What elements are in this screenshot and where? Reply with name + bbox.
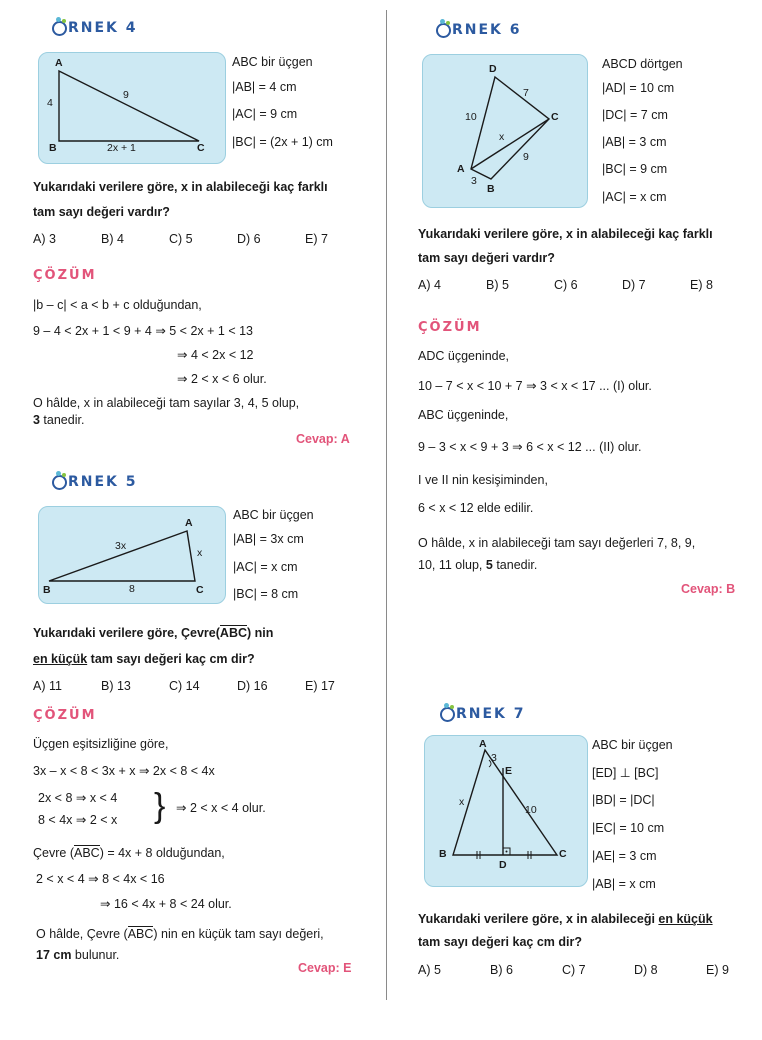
side-ac-label: x bbox=[499, 131, 505, 143]
ornek5-system-line2: 8 < 4x ⇒ 2 < x bbox=[38, 813, 118, 827]
vertex-a: A bbox=[457, 163, 465, 175]
option-a: A) 5 bbox=[418, 963, 441, 977]
side-bc-label: 2x + 1 bbox=[107, 142, 136, 154]
ornek6-solution-line6: 6 < x < 12 elde edilir. bbox=[418, 501, 534, 515]
option-e: E) 7 bbox=[305, 232, 328, 246]
segment-ae-label: 3 bbox=[491, 752, 497, 764]
ornek6-figure bbox=[422, 54, 588, 208]
ornek4-conclusion-line1: O hâlde, x in alabileceği tam sayılar 3, 4, 5 olup, bbox=[33, 396, 300, 410]
ornek7-given-5: |AE| = 3 cm bbox=[592, 849, 657, 863]
column-divider bbox=[386, 10, 387, 1000]
option-e: E) 9 bbox=[706, 963, 729, 977]
ornek4-figure bbox=[38, 52, 226, 164]
ornek7-options bbox=[418, 963, 729, 977]
ornek6-question-line1: Yukarıdaki verilere göre, x in alabileceği kaç farklı bbox=[418, 227, 713, 241]
ornek6-given-2: |AD| = 10 cm bbox=[602, 81, 675, 95]
ornek5-given-4: |BC| = 8 cm bbox=[233, 587, 299, 601]
ornek6-answer: Cevap: B bbox=[681, 582, 736, 596]
system-brace: } bbox=[154, 787, 166, 825]
side-ac-label: x bbox=[197, 547, 203, 559]
ornek7-given-1: ABC bir üçgen bbox=[592, 738, 673, 752]
side-ab-label: 3x bbox=[115, 540, 127, 552]
side-ab-label: x bbox=[459, 796, 465, 808]
option-e: E) 8 bbox=[690, 278, 713, 292]
side-ac-label: 9 bbox=[123, 89, 129, 101]
ornek6-question-line2: tam sayı değeri vardır? bbox=[418, 251, 555, 265]
ornek6-solution-line3: ABC üçgeninde, bbox=[418, 408, 509, 422]
ornek5-system-line1: 2x < 8 ⇒ x < 4 bbox=[38, 791, 118, 805]
ornek4-solution-line4: ⇒ 2 < x < 6 olur. bbox=[177, 372, 267, 386]
ornek4-heading: RNEK 4 bbox=[52, 20, 138, 36]
ornek6-solution-line4: 9 – 3 < x < 9 + 3 ⇒ 6 < x < 12 ... (II) olur. bbox=[418, 440, 642, 454]
ornek5-given-1: ABC bir üçgen bbox=[233, 508, 314, 522]
ornek4-given-4: |BC| = (2x + 1) cm bbox=[232, 135, 333, 149]
option-d: D) 16 bbox=[237, 679, 268, 693]
ornek7-given-6: |AB| = x cm bbox=[592, 877, 656, 891]
ornek5-conclusion-line2: 17 cm bulunur. bbox=[36, 948, 120, 962]
ornek4-answer: Cevap: A bbox=[296, 432, 350, 446]
ornek6-options bbox=[418, 278, 713, 292]
ornek5-figure bbox=[38, 506, 226, 604]
ornek5-conclusion-line1: O hâlde, Çevre (ABC) nin en küçük tam sayı değeri, bbox=[36, 927, 324, 941]
ornek6-solution-line5: I ve II nin kesişiminden, bbox=[418, 473, 548, 487]
ornek4-solution-line1: |b – c| < a < b + c olduğundan, bbox=[33, 298, 202, 312]
ornek7-heading: RNEK 7 bbox=[440, 706, 526, 722]
option-d: D) 8 bbox=[634, 963, 658, 977]
option-b: B) 13 bbox=[101, 679, 131, 693]
ornek6-solution-heading: ÇÖZÜM bbox=[418, 320, 482, 335]
ornek4-conclusion-line2: 3 tanedir. bbox=[33, 413, 85, 427]
ornek5-solution-line2: 3x – x < 8 < 3x + x ⇒ 2x < 8 < 4x bbox=[33, 764, 215, 778]
vertex-c: C bbox=[197, 142, 205, 154]
ornek7-given-4: |EC| = 10 cm bbox=[592, 821, 665, 835]
ornek6-given-1: ABCD dörtgen bbox=[602, 57, 683, 71]
ornek6-conclusion-line2: 10, 11 olup, 5 tanedir. bbox=[418, 558, 538, 572]
ornek4-solution-line3: ⇒ 4 < 2x < 12 bbox=[177, 348, 254, 362]
vertex-c: C bbox=[196, 584, 204, 596]
ornek4-given-3: |AC| = 9 cm bbox=[232, 107, 298, 121]
side-bc-label: 9 bbox=[523, 151, 529, 163]
option-c: C) 14 bbox=[169, 679, 200, 693]
segment-ec-label: 10 bbox=[525, 804, 537, 816]
ornek7-question-line1: Yukarıdaki verilere göre, x in alabileceği en küçük bbox=[418, 912, 713, 926]
ornek5-given-2: |AB| = 3x cm bbox=[233, 532, 304, 546]
ornek4-question-line1: Yukarıdaki verilere göre, x in alabileceği kaç farklı bbox=[33, 180, 328, 194]
ornek5-solution-line1: Üçgen eşitsizliğine göre, bbox=[33, 737, 169, 751]
vertex-a: A bbox=[185, 517, 193, 529]
option-a: A) 4 bbox=[418, 278, 441, 292]
ornek7-figure bbox=[424, 735, 588, 887]
ornek5-given-3: |AC| = x cm bbox=[233, 560, 298, 574]
ornek5-system-result: ⇒ 2 < x < 4 olur. bbox=[176, 801, 266, 815]
ornek4-solution-heading: ÇÖZÜM bbox=[33, 268, 97, 283]
ornek5-answer: Cevap: E bbox=[298, 961, 352, 975]
ornek7-given-2: [ED] ⊥ [BC] bbox=[592, 766, 659, 780]
vertex-b: B bbox=[43, 584, 51, 596]
ornek-logo-icon bbox=[52, 21, 67, 36]
vertex-c: C bbox=[551, 111, 559, 123]
option-c: C) 5 bbox=[169, 232, 193, 246]
ornek4-options bbox=[33, 232, 328, 246]
option-e: E) 17 bbox=[305, 679, 335, 693]
ornek5-options bbox=[33, 679, 335, 693]
side-ab-label: 4 bbox=[47, 97, 53, 109]
option-b: B) 5 bbox=[486, 278, 509, 292]
side-ab-label: 3 bbox=[471, 175, 477, 187]
vertex-b: B bbox=[487, 183, 495, 195]
vertex-b: B bbox=[439, 848, 447, 860]
ornek6-given-3: |DC| = 7 cm bbox=[602, 108, 668, 122]
vertex-c: C bbox=[559, 848, 567, 860]
option-a: A) 3 bbox=[33, 232, 56, 246]
ornek6-solution-line2: 10 – 7 < x < 10 + 7 ⇒ 3 < x < 17 ... (I) olur. bbox=[418, 379, 652, 393]
vertex-b: B bbox=[49, 142, 57, 154]
ornek4-given-1: ABC bir üçgen bbox=[232, 55, 313, 69]
ornek4-question-line2: tam sayı değeri vardır? bbox=[33, 205, 170, 219]
ornek5-solution-line5: ⇒ 16 < 4x + 8 < 24 olur. bbox=[100, 897, 232, 911]
ornek7-question-line2: tam sayı değeri kaç cm dir? bbox=[418, 935, 582, 949]
ornek6-given-5: |BC| = 9 cm bbox=[602, 162, 668, 176]
ornek6-given-4: |AB| = 3 cm bbox=[602, 135, 667, 149]
option-a: A) 11 bbox=[33, 679, 62, 693]
side-dc-label: 7 bbox=[523, 87, 529, 99]
ornek6-conclusion-line1: O hâlde, x in alabileceği tam sayı değerleri 7, 8, 9, bbox=[418, 536, 696, 550]
ornek6-quadrilateral bbox=[423, 55, 587, 207]
ornek5-solution-heading: ÇÖZÜM bbox=[33, 708, 97, 723]
ornek6-given-6: |AC| = x cm bbox=[602, 190, 667, 204]
ornek5-perimeter-line: Çevre (ABC) = 4x + 8 olduğundan, bbox=[33, 846, 225, 860]
ornek4-solution-line2: 9 – 4 < 2x + 1 < 9 + 4 ⇒ 5 < 2x + 1 < 13 bbox=[33, 324, 254, 338]
side-bc-label: 8 bbox=[129, 583, 135, 595]
option-d: D) 7 bbox=[622, 278, 646, 292]
option-c: C) 6 bbox=[554, 278, 578, 292]
side-ad-label: 10 bbox=[465, 111, 477, 123]
ornek-logo-icon bbox=[440, 707, 455, 722]
ornek-logo-icon bbox=[52, 475, 67, 490]
vertex-d: D bbox=[499, 859, 507, 871]
vertex-d: D bbox=[489, 63, 497, 75]
option-d: D) 6 bbox=[237, 232, 261, 246]
option-c: C) 7 bbox=[562, 963, 586, 977]
ornek5-question-line1: Yukarıdaki verilere göre, Çevre(ABC) nin bbox=[33, 626, 274, 640]
ornek5-solution-line4: 2 < x < 4 ⇒ 8 < 4x < 16 bbox=[36, 872, 165, 886]
vertex-a: A bbox=[479, 738, 487, 750]
vertex-a: A bbox=[55, 57, 63, 69]
ornek4-given-2: |AB| = 4 cm bbox=[232, 80, 297, 94]
ornek5-heading: RNEK 5 bbox=[52, 474, 138, 490]
ornek5-question-line2: en küçük tam sayı değeri kaç cm dir? bbox=[33, 652, 255, 666]
ornek6-solution-line1: ADC üçgeninde, bbox=[418, 349, 510, 363]
ornek6-heading: RNEK 6 bbox=[436, 22, 522, 38]
ornek-logo-icon bbox=[436, 23, 451, 38]
option-b: B) 4 bbox=[101, 232, 124, 246]
vertex-e: E bbox=[505, 765, 513, 777]
ornek7-given-3: |BD| = |DC| bbox=[592, 793, 655, 807]
option-b: B) 6 bbox=[490, 963, 513, 977]
